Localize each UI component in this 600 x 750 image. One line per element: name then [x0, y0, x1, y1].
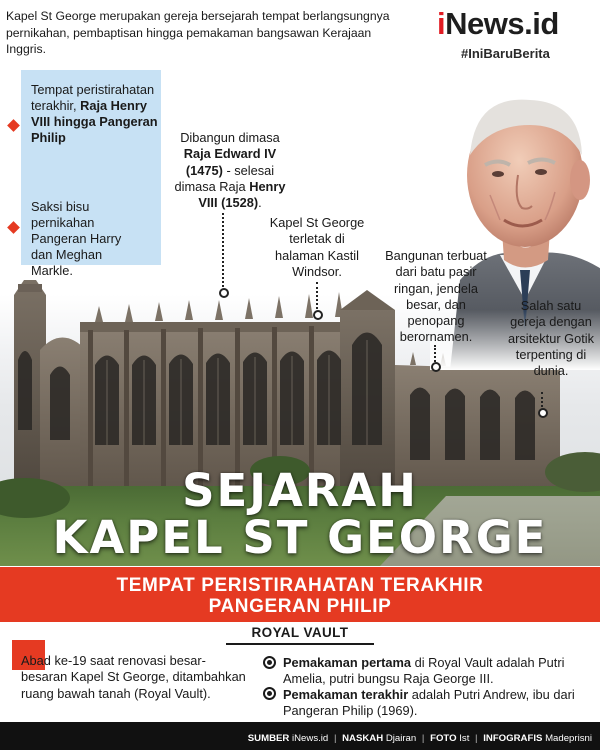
- note-construction-bold1: Raja Edward IV (1475): [183, 146, 277, 178]
- leader-line: [316, 282, 318, 313]
- vault-first-burial-bold: Pemakaman pertama: [283, 655, 412, 670]
- leader-line: [541, 392, 543, 411]
- radio-bullet-icon: [263, 656, 276, 669]
- note-construction-pre: Dibangun dimasa: [180, 130, 280, 145]
- note-location: Kapel St George terletak di halaman Kastil Windsor.: [269, 215, 365, 279]
- credit-script-label: NASKAH: [342, 733, 384, 744]
- credit-separator: |: [475, 733, 478, 744]
- hashtag: #IniBaruBerita: [461, 46, 550, 61]
- footer-credits: [248, 733, 592, 744]
- note-construction: [165, 130, 295, 211]
- leader-line: [434, 345, 436, 365]
- logo-i: i: [437, 6, 446, 41]
- section-label-royal-vault: ROYAL VAULT: [226, 625, 374, 645]
- note-building-materials: Bangunan terbuat dari batu pasir ringan, jendela besar, dan penopang berornamen.: [385, 248, 487, 345]
- credit-source-value: iNews.id: [292, 733, 329, 744]
- credit-separator: |: [333, 733, 337, 744]
- credit-photo-label: FOTO: [430, 733, 457, 744]
- fact-wedding: Saksi bisu pernikahan Pangeran Harry dan Meghan Markle.: [31, 199, 122, 279]
- vault-first-burial: [283, 655, 593, 688]
- credit-source-label: SUMBER: [247, 733, 290, 744]
- fact-resting-place-bold: Raja Henry VIII hingga Pangeran Philip: [31, 98, 158, 146]
- subtitle-line-1: TEMPAT PERISTIRAHATAN TERAKHIR: [116, 575, 484, 596]
- credit-script-value: Djairan: [385, 733, 417, 744]
- main-title-line-1: SEJARAH: [182, 464, 418, 517]
- note-construction-bold2: Henry VIII (1528): [198, 178, 286, 210]
- intro-text: Kapel St George merupakan gereja bersejarah tempat berlangsungnya pernikahan, pembaptisan hingga pemakaman bangsawan Kerajaan Inggris.: [6, 9, 390, 57]
- main-title-line-2: KAPEL ST GEORGE: [52, 511, 548, 564]
- credit-graphic-label: INFOGRAFIS: [483, 733, 543, 744]
- vault-last-burial: [283, 687, 593, 720]
- leader-line: [222, 213, 224, 291]
- fact-resting-place-text: Tempat peristirahatan terakhir,: [31, 82, 155, 114]
- credit-graphic-value: Madeprisni: [545, 733, 592, 744]
- note-construction-mid: - selesai dimasa Raja: [174, 162, 275, 194]
- subtitle-line-2: PANGERAN PHILIP: [208, 596, 392, 617]
- note-gothic: Salah satu gereja dengan arsitektur Gotik terpenting di dunia.: [507, 298, 595, 378]
- logo-text: News.id: [445, 6, 559, 41]
- vault-history-text: Abad ke-19 saat renovasi besar-besaran Kapel St George, ditambahkan ruang bawah tanah (Royal Vault).: [21, 653, 246, 701]
- credit-separator: |: [421, 733, 425, 744]
- inews-logo: [437, 6, 559, 42]
- radio-bullet-icon: [263, 687, 276, 700]
- vault-last-burial-text: adalah Putri Andrew, ibu dari Pangeran Philip (1969).: [283, 687, 575, 719]
- note-construction-post: .: [258, 195, 262, 210]
- vault-last-burial-bold: Pemakaman terakhir: [283, 687, 409, 702]
- credit-photo-value: Ist: [459, 733, 470, 744]
- fact-resting-place: [31, 82, 159, 146]
- vault-first-burial-text: di Royal Vault adalah Putri Amelia, putri bungsu Raja George III.: [283, 655, 565, 687]
